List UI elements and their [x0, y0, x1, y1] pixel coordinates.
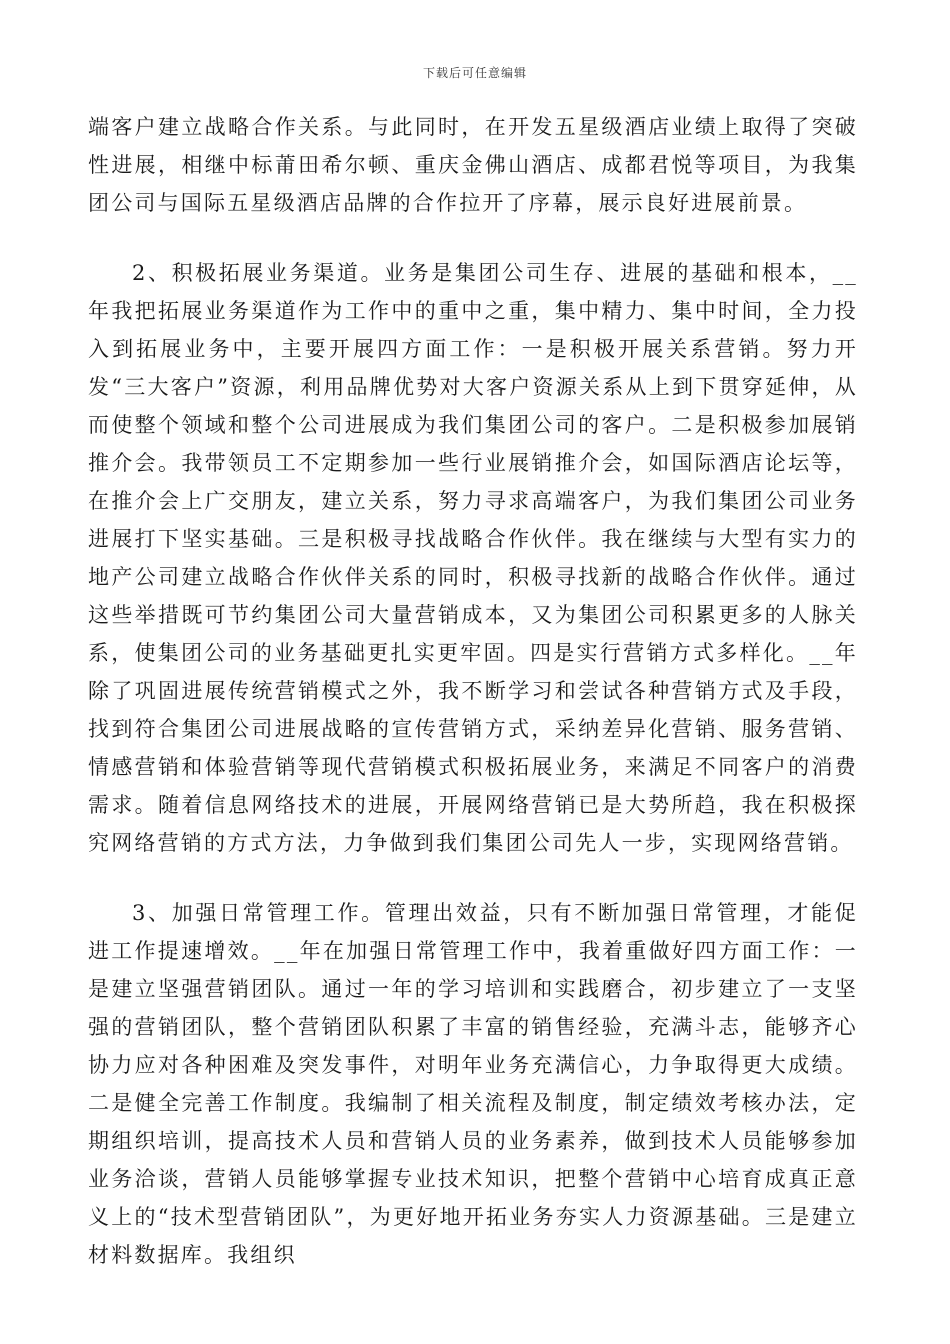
paragraph-continuation: 端客户建立战略合作关系。与此同时，在开发五星级酒店业绩上取得了突破性进展，相继中标莆田希尔顿、重庆金佛山酒店、成都君悦等项目，为我集团公司与国际五星级酒店品牌的合作拉开了序幕，展示良好进展前景。 — [88, 115, 858, 215]
paragraph-daily-management: 3、加强日常管理工作。管理出效益，只有不断加强日常管理，才能促进工作提速增效。__年在加强日常管理工作中，我着重做好四方面工作：一是建立坚强营销团队。通过一年的学习培训和实践磨合，初步建立了一支坚强的营销团队，整个营销团队积累了丰富的销售经验，充满斗志，能够齐心协力应对各种困难及突发事件，对明年业务充满信心，力争取得更大成绩。二是健全完善工作制度。我编制了相关流程及制度，制定绩效考核办法，定期组织培训，提高技术人员和营销人员的业务素养，做到技术人员能够参加业务洽谈，营销人员能够掌握专业技术知识，把整个营销中心培育成真正意义上的“技术型营销团队”，为更好地开拓业务夯实人力资源基础。三是建立材料数据库。我组织 — [88, 901, 858, 1267]
document-body — [88, 108, 858, 1306]
page-header: 下载后可任意编辑 — [422, 66, 527, 80]
paragraph-expand-business-channels: 2、积极拓展业务渠道。业务是集团公司生存、进展的基础和根本，__年我把拓展业务渠道作为工作中的重中之重，集中精力、集中时间，全力投入到拓展业务中，主要开展四方面工作：一是积极开展关系营销。努力开发“三大客户”资源，利用品牌优势对大客户资源关系从上到下贯穿延伸，从而使整个领域和整个公司进展成为我们集团公司的客户。二是积极参加展销推介会。我带领员工不定期参加一些行业展销推介会，如国际酒店论坛等，在推介会上广交朋友，建立关系，努力寻求高端客户，为我们集团公司业务进展打下坚实基础。三是积极寻找战略合作伙伴。我在继续与大型有实力的地产公司建立战略合作伙伴关系的同时，积极寻找新的战略合作伙伴。通过这些举措既可节约集团公司大量营销成本，又为集团公司积累更多的人脉关系，使集团公司的业务基础更扎实更牢固。四是实行营销方式多样化。__年除了巩固进展传统营销模式之外，我不断学习和尝试各种营销方式及手段，找到符合集团公司进展战略的宣传营销方式，采纳差异化营销、服务营销、情感营销和体验营销等现代营销模式积极拓展业务，来满足不同客户的消费需求。随着信息网络技术的进展，开展网络营销已是大势所趋，我在积极探究网络营销的方式方法，力争做到我们集团公司先人一步，实现网络营销。 — [88, 261, 858, 855]
